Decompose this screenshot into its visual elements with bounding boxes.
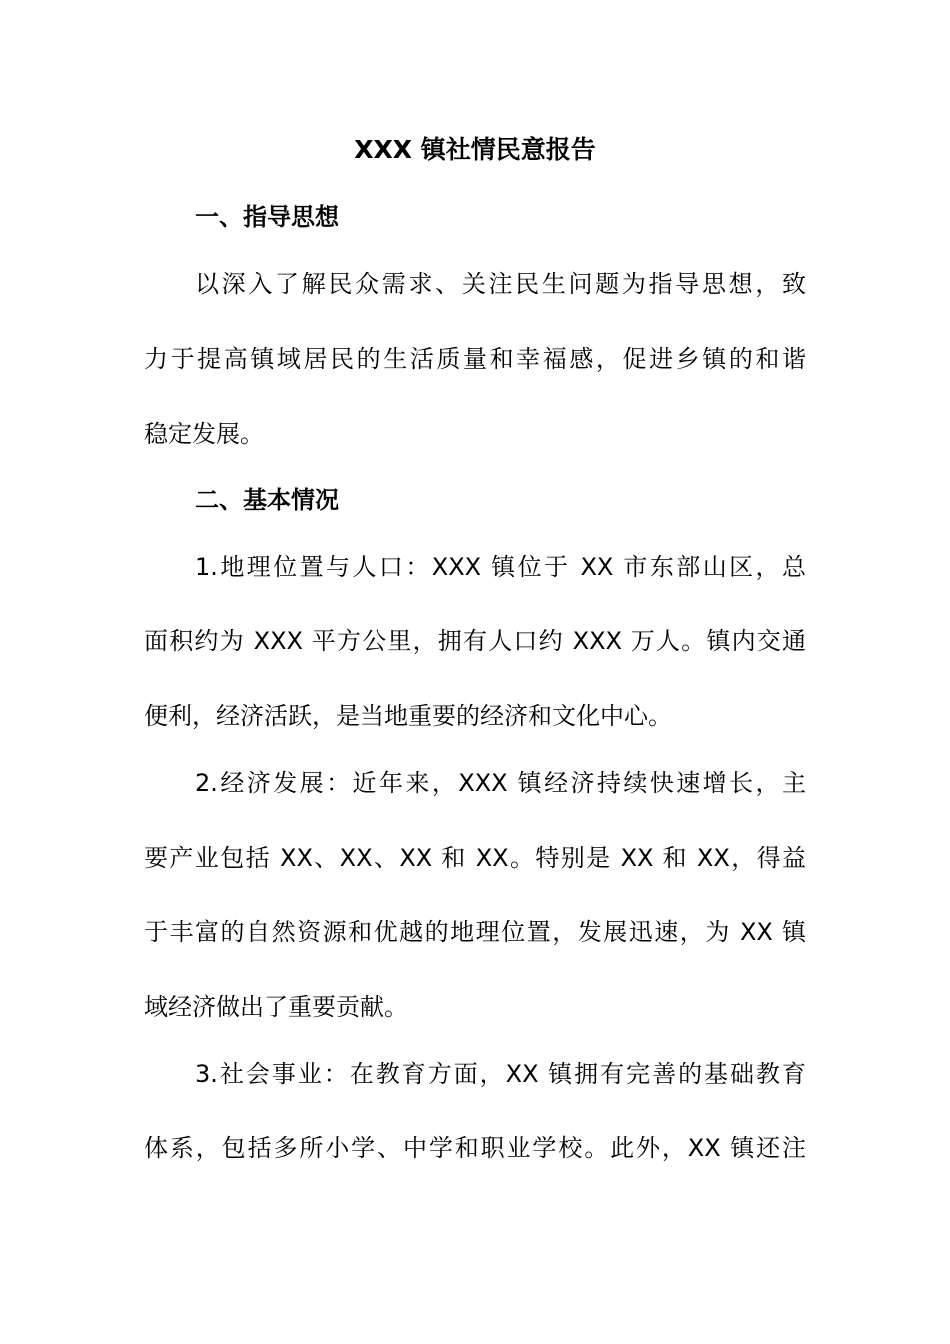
paragraph-line: 稳定发展。 bbox=[144, 420, 264, 448]
paragraph-line: 于丰富的自然资源和优越的地理位置，发展迅速，为 XX 镇 bbox=[144, 918, 806, 946]
paragraph-line: 1.地理位置与人口：XXX 镇位于 XX 市东部山区，总 bbox=[195, 553, 806, 581]
paragraph-line: 体系，包括多所小学、中学和职业学校。此外，XX 镇还注 bbox=[144, 1134, 806, 1162]
paragraph-line: 域经济做出了重要贡献。 bbox=[144, 993, 408, 1021]
paragraph-line: 面积约为 XXX 平方公里，拥有人口约 XXX 万人。镇内交通 bbox=[144, 627, 806, 655]
document-title: XXX 镇社情民意报告 bbox=[354, 135, 596, 164]
paragraph-line: 2.经济发展：近年来，XXX 镇经济持续快速增长，主 bbox=[195, 769, 806, 797]
paragraph-line: 以深入了解民众需求、关注民生问题为指导思想，致 bbox=[195, 270, 806, 298]
paragraph-line: 3.社会事业：在教育方面，XX 镇拥有完善的基础教育 bbox=[195, 1060, 806, 1088]
paragraph-line: 便利，经济活跃，是当地重要的经济和文化中心。 bbox=[144, 702, 672, 730]
section-heading-basic-situation: 二、基本情况 bbox=[195, 486, 339, 514]
paragraph-line: 力于提高镇域居民的生活质量和幸福感，促进乡镇的和谐 bbox=[144, 345, 806, 373]
paragraph-line: 要产业包括 XX、XX、XX 和 XX。特别是 XX 和 XX，得益 bbox=[144, 844, 806, 872]
section-heading-guiding-ideology: 一、指导思想 bbox=[195, 203, 339, 231]
